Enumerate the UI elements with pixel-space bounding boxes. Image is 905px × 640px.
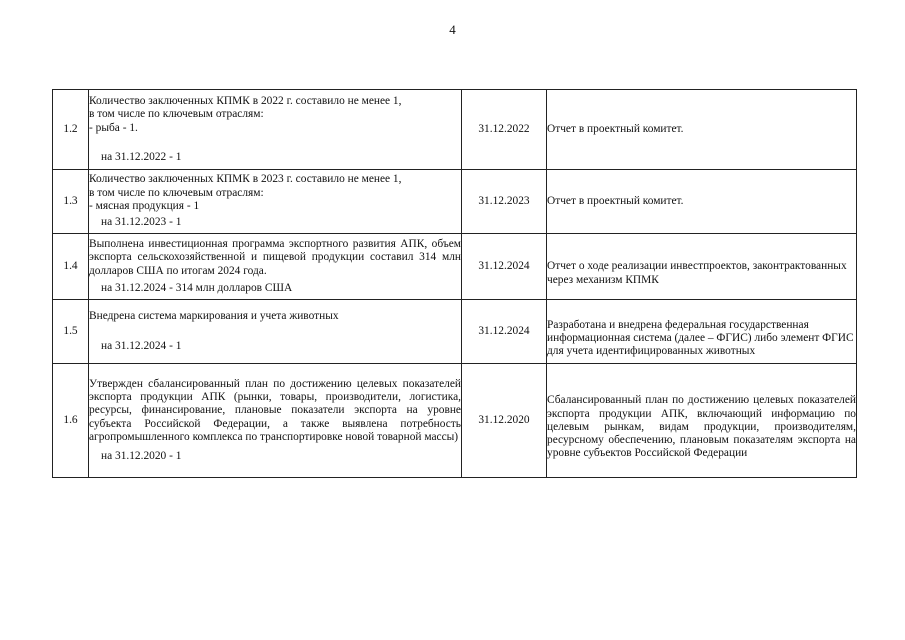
result-description xyxy=(89,234,462,300)
description-line: - рыба - 1. xyxy=(89,121,138,134)
table-row xyxy=(53,90,857,170)
deadline-date: 31.12.2020 xyxy=(462,364,547,478)
row-number: 1.4 xyxy=(53,234,89,300)
deadline-date: 31.12.2024 xyxy=(462,234,547,300)
description-line: - мясная продукция - 1 xyxy=(89,200,200,212)
result-description xyxy=(89,300,462,364)
page-number: 4 xyxy=(449,22,456,37)
result-document: Разработана и внедрена федеральная государственная информационная система (далее – ФГИС) либо элемент ФГИС для учета идентифицированных животных xyxy=(547,300,857,364)
result-description xyxy=(89,170,462,234)
row-number: 1.5 xyxy=(53,300,89,364)
row-number: 1.6 xyxy=(53,364,89,478)
description-line: Количество заключенных КПМК в 2023 г. составило не менее 1, xyxy=(89,173,402,186)
target-value: на 31.12.2024 - 1 xyxy=(101,340,182,352)
result-document: Отчет о ходе реализации инвестпроектов, законтрактованных через механизм КПМК xyxy=(547,234,857,300)
result-document: Сбалансированный план по достижению целевых показателей экспорта продукции АПК, включающий информацию по целевым рынкам, видам продукции, производителям, ресурсному обеспечению, плановым показателям экспорта на уровне субъектов Российской Федерации xyxy=(547,364,857,478)
deadline-date: 31.12.2023 xyxy=(462,170,547,234)
target-value: на 31.12.2020 - 1 xyxy=(101,450,182,463)
target-value: на 31.12.2024 - 314 млн долларов США xyxy=(101,281,293,294)
measures-table xyxy=(52,89,857,478)
table-row xyxy=(53,234,857,300)
deadline-date: 31.12.2022 xyxy=(462,90,547,170)
row-number: 1.3 xyxy=(53,170,89,234)
description-line: Выполнена инвестиционная программа экспортного развития АПК, объем экспорта сельскохозяйственной и пищевой продукции составил 314 млн долларов США по итогам 2024 года. xyxy=(89,237,461,277)
table-row xyxy=(53,300,857,364)
target-value: на 31.12.2023 - 1 xyxy=(101,216,182,229)
target-value: на 31.12.2022 - 1 xyxy=(101,150,182,163)
description-line: в том числе по ключевым отраслям: xyxy=(89,186,264,199)
table-row xyxy=(53,170,857,234)
result-description xyxy=(89,90,462,170)
description-line: Внедрена система маркирования и учета животных xyxy=(89,309,339,322)
result-document: Отчет в проектный комитет. xyxy=(547,170,857,234)
row-number: 1.2 xyxy=(53,90,89,170)
result-document: Отчет в проектный комитет. xyxy=(547,90,857,170)
description-line: Количество заключенных КПМК в 2022 г. составило не менее 1, xyxy=(89,94,402,107)
description-line: Утвержден сбалансированный план по достижению целевых показателей экспорта продукции АПК (рынки, товары, производители, логистика, ресурсы, финансирование, плановые показатели экспорта на уровне субъекта Российской Федерации, а также выявлена потребность агропромышленного комплекса по транспортировке новой товарной массы) xyxy=(89,377,461,443)
table-row xyxy=(53,364,857,478)
result-description xyxy=(89,364,462,478)
deadline-date: 31.12.2024 xyxy=(462,300,547,364)
description-line: в том числе по ключевым отраслям: xyxy=(89,108,264,121)
